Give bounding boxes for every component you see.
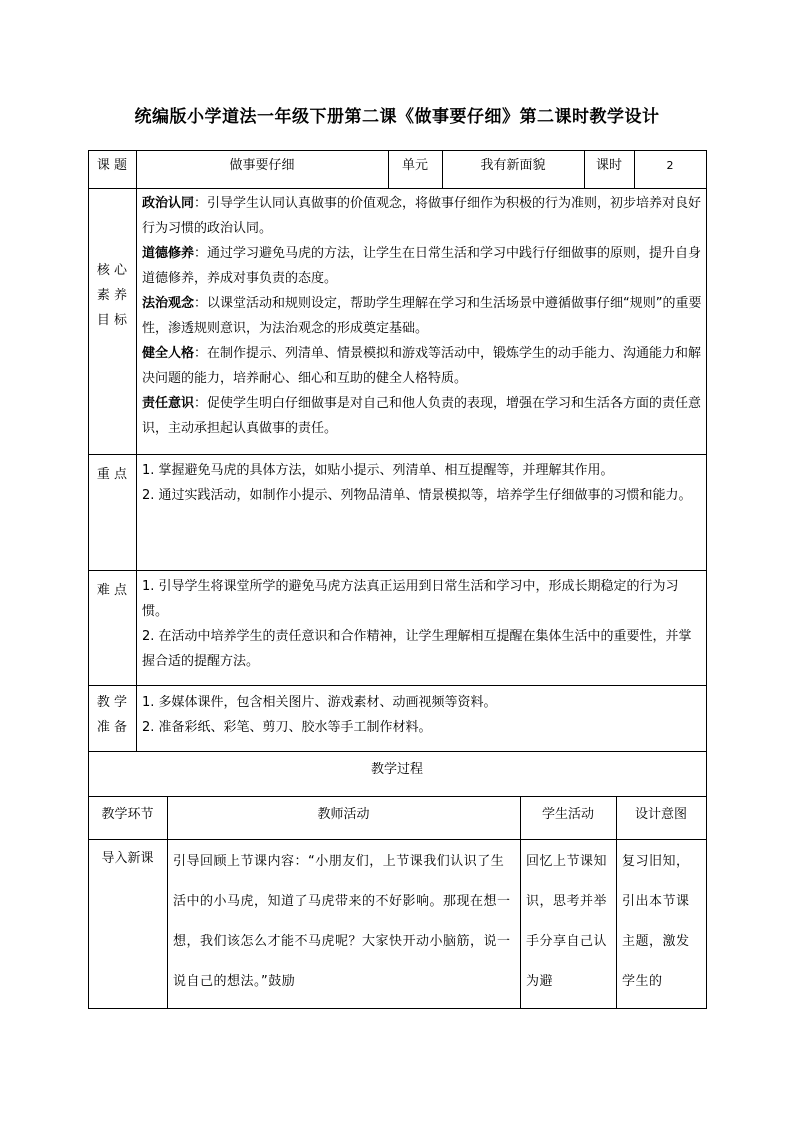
core-text: ：引导学生认同认真做事的价值观念，将做事仔细作为积极的行为准则，初步培养对良好行为习惯的政治认同。 bbox=[142, 196, 702, 236]
table-border bbox=[584, 150, 585, 189]
table-border bbox=[388, 150, 389, 189]
preparation-item: 1. 多媒体课件，包含相关图片、游戏素材、动画视频等资料。 bbox=[142, 695, 497, 710]
difficult-point-item: 2. 在活动中培养学生的责任意识和合作精神，让学生理解相互提醒在集体生活中的重要性，并掌握合适的提醒方法。 bbox=[142, 629, 692, 669]
core-term: 法治观念 bbox=[142, 296, 195, 311]
table-border bbox=[88, 751, 707, 752]
table-border bbox=[88, 1008, 707, 1009]
difficult-points-content bbox=[142, 574, 702, 674]
student-activity-cell: 回忆上节课知识，思考并举手分享自己认为避 bbox=[526, 854, 608, 989]
period-label: 课时 bbox=[595, 158, 622, 173]
core-term: 责任意识 bbox=[142, 396, 195, 411]
column-header-stage: 教学环节 bbox=[101, 807, 154, 822]
table-border bbox=[88, 454, 707, 455]
core-text: ：促使学生明白仔细做事是对自己和他人负责的表现，增强在学习和生活各方面的责任意识，主动承担起认真做事的责任。 bbox=[142, 396, 702, 436]
stage-cell: 导入新课 bbox=[101, 851, 154, 866]
table-border bbox=[442, 150, 443, 189]
table-border bbox=[634, 150, 635, 189]
table-border bbox=[706, 150, 707, 1009]
column-header-teacher: 教师活动 bbox=[317, 807, 370, 822]
table-border bbox=[88, 150, 707, 151]
core-text: ：通过学习避免马虎的方法，让学生在日常生活和学习中践行仔细做事的原则，提升自身道德修养，养成对事负责的态度。 bbox=[142, 246, 702, 286]
table-border bbox=[136, 150, 137, 752]
preparation-item: 2. 准备彩纸、彩笔、剪刀、胶水等手工制作材料。 bbox=[142, 720, 432, 735]
key-point-item: 2. 通过实践活动，如制作小提示、列物品清单、情景模拟等，培养学生仔细做事的习惯和能力。 bbox=[142, 488, 692, 503]
core-item bbox=[142, 191, 702, 241]
table-border bbox=[88, 839, 707, 840]
unit-label: 单元 bbox=[401, 158, 428, 173]
core-label-line3: 目 标 bbox=[96, 313, 128, 328]
core-item bbox=[142, 341, 702, 391]
table-border bbox=[88, 796, 707, 797]
document-title: 统编版小学道法一年级下册第二课《做事要仔细》第二课时教学设计 bbox=[134, 107, 660, 127]
table-border bbox=[616, 796, 617, 1009]
table-border bbox=[88, 570, 707, 571]
key-points-label: 重 点 bbox=[96, 467, 128, 482]
core-term: 政治认同 bbox=[142, 196, 195, 211]
column-header-intent: 设计意图 bbox=[634, 807, 687, 822]
intent-cell: 复习旧知，引出本节课主题，激发学生的 bbox=[622, 854, 690, 989]
core-label bbox=[88, 258, 136, 333]
key-points-content bbox=[142, 458, 702, 508]
preparation-label-line1: 教 学 bbox=[96, 695, 128, 710]
table-border bbox=[520, 796, 521, 1009]
core-content bbox=[142, 191, 702, 441]
topic-label: 课 题 bbox=[96, 158, 128, 173]
core-term: 健全人格 bbox=[142, 346, 195, 361]
core-label-line2: 素 养 bbox=[96, 288, 128, 303]
preparation-label bbox=[88, 690, 136, 740]
table-border bbox=[88, 188, 707, 189]
difficult-points-label: 难 点 bbox=[96, 583, 128, 598]
core-text: ：以课堂活动和规则设定，帮助学生理解在学习和生活场景中遵循做事仔细“规则”的重要性，渗透规则意识，为法治观念的形成奠定基础。 bbox=[142, 296, 702, 336]
difficult-point-item: 1. 引导学生将课堂所学的避免马虎方法真正运用到日常生活和学习中，形成长期稳定的行为习惯。 bbox=[142, 579, 679, 619]
key-point-item: 1. 掌握避免马虎的具体方法，如贴小提示、列清单、相互提醒等，并理解其作用。 bbox=[142, 463, 614, 478]
column-header-student: 学生活动 bbox=[541, 807, 594, 822]
preparation-label-line2: 准 备 bbox=[96, 720, 128, 735]
core-item bbox=[142, 241, 702, 291]
table-border bbox=[88, 150, 89, 1009]
table-border bbox=[167, 796, 168, 1009]
core-item bbox=[142, 391, 702, 441]
unit-value: 我有新面貌 bbox=[480, 158, 546, 173]
table-border bbox=[88, 685, 707, 686]
topic-value: 做事要仔细 bbox=[229, 158, 295, 173]
core-text: ：在制作提示、列清单、情景模拟和游戏等活动中，锻炼学生的动手能力、沟通能力和解决问题的能力，培养耐心、细心和互助的健全人格特质。 bbox=[142, 346, 702, 386]
period-value: 2 bbox=[666, 159, 674, 172]
preparation-content bbox=[142, 690, 702, 740]
teacher-activity-cell: 引导回顾上节课内容：“小朋友们，上节课我们认识了生活中的小马虎，知道了马虎带来的不好影响。那现在想一想，我们该怎么才能不马虎呢？大家快开动小脑筋，说一说自己的想法。”鼓励 bbox=[173, 854, 511, 989]
process-heading: 教学过程 bbox=[370, 762, 423, 777]
core-term: 道德修养 bbox=[142, 246, 195, 261]
core-item bbox=[142, 291, 702, 341]
core-label-line1: 核 心 bbox=[96, 263, 128, 278]
